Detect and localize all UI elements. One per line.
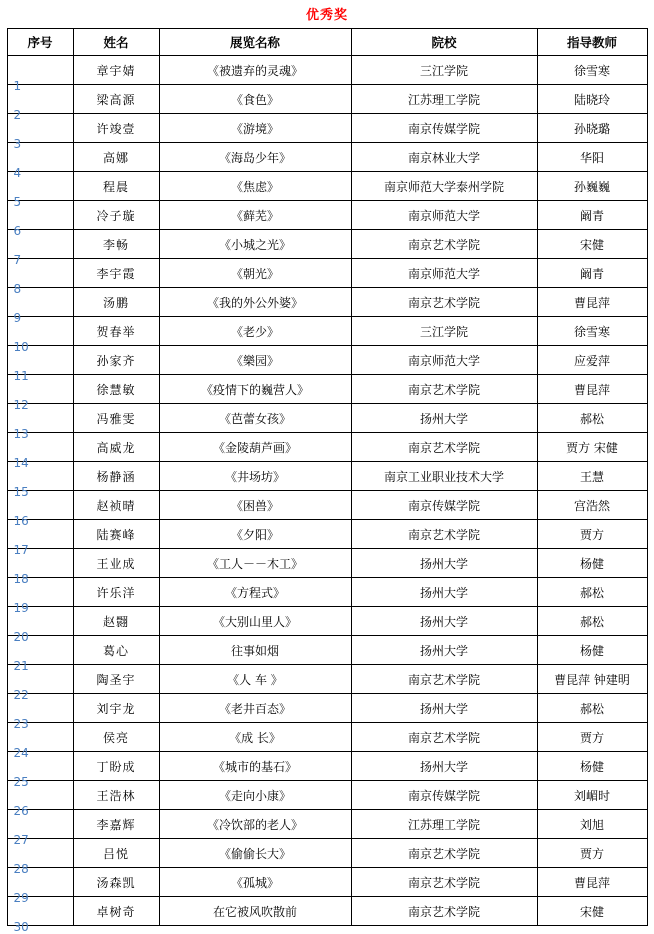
table-row	[7, 578, 647, 607]
cell-school: 南京师范大学	[351, 201, 537, 230]
cell-index	[7, 172, 73, 209]
row-number: 26	[13, 804, 29, 818]
cell-school: 南京艺术学院	[351, 897, 537, 926]
row-number: 15	[13, 485, 29, 499]
cell-work: 《小城之光》	[159, 230, 351, 259]
cell-work: 《大别山里人》	[159, 607, 351, 636]
cell-teacher: 郝松	[537, 404, 647, 433]
cell-name: 李宇霞	[73, 259, 159, 288]
cell-work: 《游境》	[159, 114, 351, 143]
cell-name: 葛心	[73, 636, 159, 665]
cell-name: 李嘉辉	[73, 810, 159, 839]
row-number: 8	[13, 282, 22, 296]
cell-name: 冯雅雯	[73, 404, 159, 433]
cell-index	[7, 694, 73, 731]
cell-index	[7, 288, 73, 325]
cell-teacher: 曹昆萍	[537, 288, 647, 317]
cell-school: 南京艺术学院	[351, 868, 537, 897]
cell-name: 王业成	[73, 549, 159, 578]
cell-work: 《我的外公外婆》	[159, 288, 351, 317]
table-row	[7, 317, 647, 346]
row-number: 10	[13, 340, 29, 354]
cell-index	[7, 346, 73, 383]
cell-teacher: 徐雪寒	[537, 317, 647, 346]
table-row	[7, 607, 647, 636]
cell-name: 许竣壹	[73, 114, 159, 143]
cell-school: 南京师范大学泰州学院	[351, 172, 537, 201]
cell-work: 《芭蕾女孩》	[159, 404, 351, 433]
cell-name: 冷子璇	[73, 201, 159, 230]
cell-school: 扬州大学	[351, 752, 537, 781]
row-number: 22	[13, 688, 29, 702]
table-row	[7, 752, 647, 781]
cell-teacher: 陆晓玲	[537, 85, 647, 114]
table-row	[7, 404, 647, 433]
cell-teacher: 贾方	[537, 520, 647, 549]
cell-index	[7, 549, 73, 586]
cell-index	[7, 723, 73, 760]
row-number: 4	[13, 166, 22, 180]
cell-name: 高娜	[73, 143, 159, 172]
cell-work: 《方程式》	[159, 578, 351, 607]
cell-work: 《孤城》	[159, 868, 351, 897]
cell-work: 《井场坊》	[159, 462, 351, 491]
table-row	[7, 520, 647, 549]
cell-work: 《冷饮部的老人》	[159, 810, 351, 839]
cell-work: 在它被风吹散前	[159, 897, 351, 926]
cell-school: 南京师范大学	[351, 346, 537, 375]
table-row	[7, 85, 647, 114]
table-row	[7, 143, 647, 172]
cell-school: 南京林业大学	[351, 143, 537, 172]
cell-teacher: 郝松	[537, 578, 647, 607]
cell-work: 《被遗弃的灵魂》	[159, 56, 351, 85]
cell-teacher: 应爱萍	[537, 346, 647, 375]
table-row	[7, 346, 647, 375]
cell-school: 南京艺术学院	[351, 520, 537, 549]
cell-index	[7, 317, 73, 354]
cell-name: 程晨	[73, 172, 159, 201]
cell-teacher: 曹昆萍	[537, 868, 647, 897]
cell-index	[7, 404, 73, 441]
table-row	[7, 56, 647, 85]
column-header-name: 姓名	[73, 29, 159, 56]
cell-index	[7, 578, 73, 615]
cell-teacher: 贾方 宋健	[537, 433, 647, 462]
row-number: 29	[13, 891, 29, 905]
cell-index	[7, 897, 73, 934]
cell-work: 《成 长》	[159, 723, 351, 752]
table-row	[7, 665, 647, 694]
cell-school: 南京艺术学院	[351, 665, 537, 694]
row-number: 7	[13, 253, 22, 267]
table-row	[7, 114, 647, 143]
row-number: 2	[13, 108, 22, 122]
cell-index	[7, 375, 73, 412]
table-row	[7, 781, 647, 810]
row-number: 24	[13, 746, 29, 760]
cell-school: 扬州大学	[351, 636, 537, 665]
cell-teacher: 郝松	[537, 694, 647, 723]
cell-name: 陆赛峰	[73, 520, 159, 549]
table-row	[7, 810, 647, 839]
cell-work: 《城市的基石》	[159, 752, 351, 781]
cell-name: 汤鹏	[73, 288, 159, 317]
cell-name: 李畅	[73, 230, 159, 259]
cell-work: 《走向小康》	[159, 781, 351, 810]
table-row	[7, 462, 647, 491]
cell-teacher: 贾方	[537, 839, 647, 868]
cell-index	[7, 665, 73, 702]
row-number: 9	[13, 311, 22, 325]
cell-name: 陶圣宇	[73, 665, 159, 694]
cell-work: 《焦虑》	[159, 172, 351, 201]
cell-teacher: 阚青	[537, 259, 647, 288]
row-number: 19	[13, 601, 29, 615]
cell-work: 《困兽》	[159, 491, 351, 520]
table-header	[7, 29, 647, 56]
cell-teacher: 杨健	[537, 752, 647, 781]
cell-index	[7, 781, 73, 818]
cell-school: 南京艺术学院	[351, 839, 537, 868]
cell-school: 扬州大学	[351, 404, 537, 433]
cell-index	[7, 520, 73, 557]
cell-work: 《偷偷长大》	[159, 839, 351, 868]
table-row	[7, 288, 647, 317]
cell-teacher: 王慧	[537, 462, 647, 491]
cell-name: 梁高源	[73, 85, 159, 114]
cell-name: 高威龙	[73, 433, 159, 462]
cell-index	[7, 433, 73, 470]
cell-index	[7, 607, 73, 644]
row-number: 30	[13, 920, 29, 934]
cell-name: 侯亮	[73, 723, 159, 752]
cell-name: 贺春举	[73, 317, 159, 346]
column-header-school: 院校	[351, 29, 537, 56]
row-number: 13	[13, 427, 29, 441]
cell-teacher: 曹昆萍	[537, 375, 647, 404]
row-number: 23	[13, 717, 29, 731]
cell-work: 《人 车 》	[159, 665, 351, 694]
row-number: 28	[13, 862, 29, 876]
cell-name: 许乐洋	[73, 578, 159, 607]
row-number: 16	[13, 514, 29, 528]
cell-name: 刘宇龙	[73, 694, 159, 723]
cell-name: 孙家齐	[73, 346, 159, 375]
cell-index	[7, 810, 73, 847]
cell-teacher: 曹昆萍 钟建明	[537, 665, 647, 694]
table-row	[7, 259, 647, 288]
row-number: 25	[13, 775, 29, 789]
table-row	[7, 723, 647, 752]
row-number: 17	[13, 543, 29, 557]
row-number: 6	[13, 224, 22, 238]
cell-index	[7, 259, 73, 296]
cell-work: 《老少》	[159, 317, 351, 346]
cell-school: 南京艺术学院	[351, 230, 537, 259]
row-number: 27	[13, 833, 29, 847]
cell-teacher: 宫浩然	[537, 491, 647, 520]
cell-name: 汤森凯	[73, 868, 159, 897]
cell-name: 赵翾	[73, 607, 159, 636]
column-header-teacher: 指导教师	[537, 29, 647, 56]
cell-school: 南京传媒学院	[351, 114, 537, 143]
cell-index	[7, 752, 73, 789]
cell-index	[7, 636, 73, 673]
cell-work: 《金陵葫芦画》	[159, 433, 351, 462]
table-row	[7, 491, 647, 520]
cell-work: 《工人－－木工》	[159, 549, 351, 578]
cell-teacher: 华阳	[537, 143, 647, 172]
cell-teacher: 杨健	[537, 636, 647, 665]
cell-index	[7, 230, 73, 267]
row-number: 12	[13, 398, 29, 412]
cell-work: 《夕阳》	[159, 520, 351, 549]
cell-school: 三江学院	[351, 56, 537, 85]
cell-school: 扬州大学	[351, 549, 537, 578]
cell-name: 丁盼成	[73, 752, 159, 781]
cell-index	[7, 85, 73, 122]
cell-work: 《食色》	[159, 85, 351, 114]
cell-teacher: 刘嵋时	[537, 781, 647, 810]
cell-school: 南京艺术学院	[351, 375, 537, 404]
cell-name: 吕悦	[73, 839, 159, 868]
table-row	[7, 201, 647, 230]
cell-index	[7, 56, 73, 93]
cell-name: 章宇婧	[73, 56, 159, 85]
cell-school: 南京艺术学院	[351, 288, 537, 317]
table-row	[7, 549, 647, 578]
table-row	[7, 694, 647, 723]
table-row	[7, 230, 647, 259]
row-number: 5	[13, 195, 22, 209]
table-row	[7, 433, 647, 462]
cell-work: 《疫情下的巍营人》	[159, 375, 351, 404]
cell-teacher: 宋健	[537, 897, 647, 926]
table-header-row	[7, 29, 647, 56]
cell-school: 南京工业职业技术大学	[351, 462, 537, 491]
cell-work: 《樂园》	[159, 346, 351, 375]
table-body	[7, 56, 647, 934]
cell-name: 杨静涵	[73, 462, 159, 491]
cell-index	[7, 114, 73, 151]
cell-teacher: 阚青	[537, 201, 647, 230]
page-title: 优秀奖	[305, 8, 348, 23]
cell-work: 《朝光》	[159, 259, 351, 288]
table-row	[7, 839, 647, 868]
cell-school: 江苏理工学院	[351, 810, 537, 839]
cell-index	[7, 868, 73, 905]
cell-teacher: 徐雪寒	[537, 56, 647, 85]
cell-school: 南京艺术学院	[351, 433, 537, 462]
cell-teacher: 郝松	[537, 607, 647, 636]
cell-school: 扬州大学	[351, 607, 537, 636]
row-number: 3	[13, 137, 22, 151]
cell-school: 江苏理工学院	[351, 85, 537, 114]
row-number: 18	[13, 572, 29, 586]
cell-index	[7, 839, 73, 876]
cell-name: 卓树奇	[73, 897, 159, 926]
award-table	[7, 28, 648, 934]
cell-school: 扬州大学	[351, 578, 537, 607]
row-number: 1	[13, 79, 22, 93]
cell-school: 南京传媒学院	[351, 491, 537, 520]
cell-index	[7, 201, 73, 238]
table-row	[7, 375, 647, 404]
column-header-index: 序号	[7, 29, 73, 56]
cell-school: 南京艺术学院	[351, 723, 537, 752]
cell-teacher: 孙巍巍	[537, 172, 647, 201]
cell-work: 《藓芜》	[159, 201, 351, 230]
row-number: 14	[13, 456, 29, 470]
cell-work: 《老井百态》	[159, 694, 351, 723]
cell-teacher: 杨健	[537, 549, 647, 578]
cell-school: 扬州大学	[351, 694, 537, 723]
cell-teacher: 刘旭	[537, 810, 647, 839]
cell-teacher: 宋健	[537, 230, 647, 259]
table-row	[7, 636, 647, 665]
cell-name: 徐慧敏	[73, 375, 159, 404]
row-number: 21	[13, 659, 29, 673]
row-number: 20	[13, 630, 29, 644]
table-row	[7, 172, 647, 201]
cell-work: 往事如烟	[159, 636, 351, 665]
cell-school: 南京传媒学院	[351, 781, 537, 810]
row-number: 11	[13, 369, 29, 383]
cell-index	[7, 491, 73, 528]
cell-school: 三江学院	[351, 317, 537, 346]
cell-name: 赵祯晴	[73, 491, 159, 520]
cell-work: 《海岛少年》	[159, 143, 351, 172]
cell-school: 南京师范大学	[351, 259, 537, 288]
cell-teacher: 贾方	[537, 723, 647, 752]
column-header-work: 展览名称	[159, 29, 351, 56]
cell-index	[7, 143, 73, 180]
cell-name: 王浩林	[73, 781, 159, 810]
cell-index	[7, 462, 73, 499]
cell-teacher: 孙晓璐	[537, 114, 647, 143]
table-row	[7, 897, 647, 926]
table-row	[7, 868, 647, 897]
